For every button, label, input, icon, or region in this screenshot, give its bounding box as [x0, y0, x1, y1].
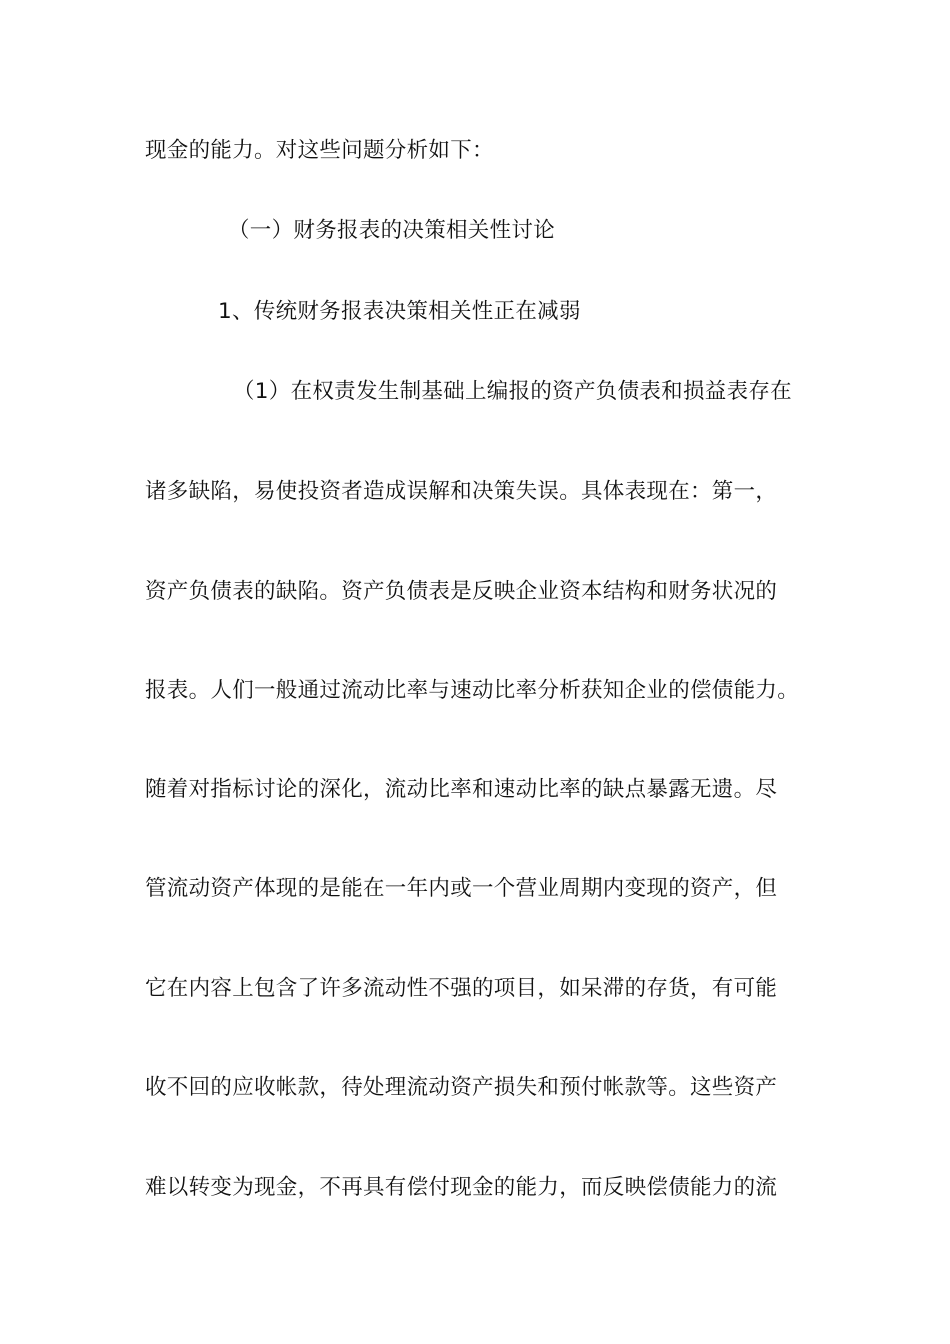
paragraph-first-line: （1）在权责发生制基础上编报的资产负债表和损益表存在	[233, 379, 792, 404]
paragraph-line: 管流动资产体现的是能在一年内或一个营业周期内变现的资产，但	[145, 876, 778, 901]
paragraph-line: 资产负债表的缺陷。资产负债表是反映企业资本结构和财务状况的	[145, 579, 778, 604]
section-heading: （一）财务报表的决策相关性讨论	[228, 218, 556, 243]
paragraph-line: 诸多缺陷，易使投资者造成误解和决策失误。具体表现在：第一，	[145, 479, 778, 504]
paragraph-line: 难以转变为现金，不再具有偿付现金的能力，而反映偿债能力的流	[145, 1175, 778, 1200]
paragraph-line: 随着对指标讨论的深化，流动比率和速动比率的缺点暴露无遗。尽	[145, 777, 778, 802]
paragraph-line: 它在内容上包含了许多流动性不强的项目，如呆滞的存货，有可能	[145, 976, 778, 1001]
paragraph-line: 收不回的应收帐款，待处理流动资产损失和预付帐款等。这些资产	[145, 1075, 778, 1100]
paragraph-continuation-line: 现金的能力。对这些问题分析如下：	[145, 138, 494, 163]
paragraph-line: 报表。人们一般通过流动比率与速动比率分析获知企业的偿债能力。	[145, 678, 800, 703]
subsection-heading: 1、传统财务报表决策相关性正在减弱	[218, 299, 581, 324]
